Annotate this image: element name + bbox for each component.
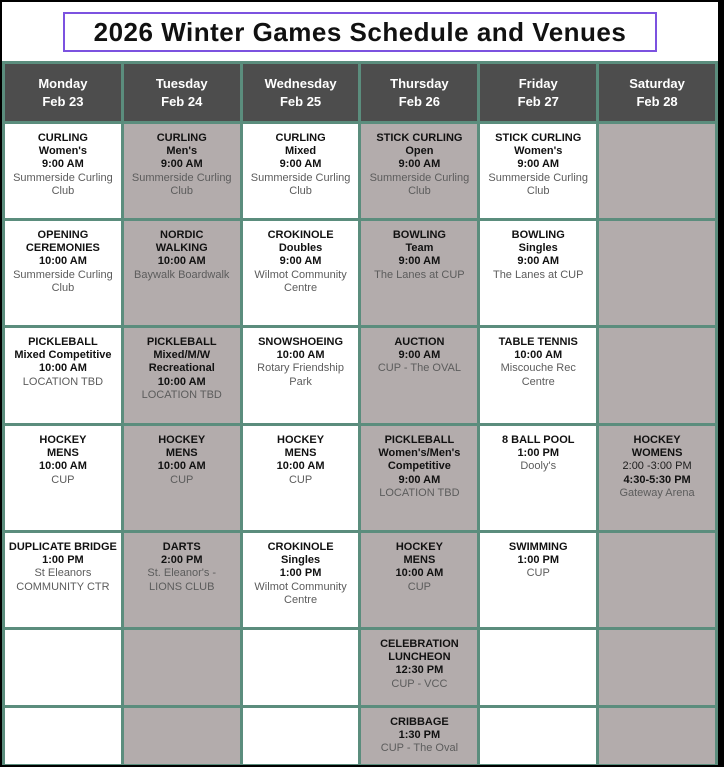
event-title-line: 9:00 AM [398,158,441,171]
event-title-line: 1:00 PM [517,554,560,567]
event-venue-line: Gateway Arena [619,486,695,499]
event-title-line: 4:30-5:30 PM [623,473,691,486]
empty-cell [598,123,717,220]
empty-cell [4,629,123,707]
event-title-line: Competitive [387,460,451,473]
page-title: 2026 Winter Games Schedule and Venues [93,16,627,47]
event-cell [241,532,360,629]
event-title-line: SWIMMING [508,541,568,553]
event-title-line: Women's [38,145,88,158]
empty-cell [598,327,717,425]
event-title-line: 10:00 AM [395,567,444,580]
event-venue-line: Summerside Curling Club [369,171,470,197]
column-day: Wednesday [264,75,337,91]
column-date: Feb 27 [517,93,559,109]
event-cell [241,425,360,532]
event-cell [4,327,123,425]
schedule-header-row [4,63,717,123]
event-title-line: PICKLEBALL [146,336,217,348]
event-title-line: HOCKEY [633,434,681,446]
event-title-line: Team [405,242,434,255]
event-cell [360,707,479,766]
event-title-line: 9:00 AM [517,255,560,268]
event-cell [479,123,598,220]
schedule-row [4,707,717,766]
schedule-row [4,532,717,629]
event-title-line: BOWLING [511,229,565,241]
empty-cell [479,629,598,707]
event-title-line: 10:00 AM [514,349,563,362]
column-header-tuesday [122,63,241,123]
event-title-line: Singles [281,554,321,567]
event-title-line: SNOWSHOEING [258,336,344,348]
event-venue-line: Rotary Friendship Park [257,362,344,388]
event-title-line: 9:00 AM [517,158,560,171]
event-venue-line: Miscouche Rec Centre [500,362,576,388]
event-title-line: CURLING [156,132,207,144]
event-title-line: DUPLICATE BRIDGE [8,541,117,553]
column-header-thursday [360,63,479,123]
event-title-line: HOCKEY [39,434,87,446]
column-day: Saturday [629,75,685,91]
event-venue-line: CUP [288,473,313,486]
event-title-line: TABLE TENNIS [498,336,578,348]
event-title-line: 10:00 AM [276,460,325,473]
title-box [63,12,657,52]
event-title-line: 9:00 AM [279,158,322,171]
empty-cell [598,629,717,707]
event-title-line: 9:00 AM [398,473,441,486]
event-cell [4,123,123,220]
event-title-line: CROKINOLE [267,229,334,241]
event-cell [360,327,479,425]
event-title-line: 9:00 AM [279,255,322,268]
event-venue-line: St Eleanors [34,567,92,580]
event-title-line: 10:00 AM [157,255,206,268]
event-venue-line: LOCATION TBD [22,375,104,388]
event-venue-line: Wilmot Community Centre [254,580,347,606]
event-venue-line: CUP [526,567,550,580]
event-venue-line: LIONS CLUB [149,580,215,593]
event-title-line: Recreational [148,362,215,375]
event-cell [598,425,717,532]
event-cell [241,123,360,220]
event-time-line: 2:00 -3:00 PM [622,460,692,473]
event-title-line: HOCKEY [277,434,325,446]
event-title-line: 9:00 AM [42,158,84,171]
event-title-line: 10:00 AM [157,375,206,388]
event-cell [122,220,241,327]
event-title-line: LUNCHEON [388,651,451,664]
column-date: Feb 26 [398,93,440,109]
event-venue-line: Summerside Curling Club [13,171,113,197]
empty-cell [241,707,360,766]
event-title-line: CROKINOLE [267,541,334,553]
event-title-line: Women's [514,145,563,158]
event-title-line: 2:00 PM [160,554,203,567]
column-header-friday [479,63,598,123]
event-title-line: Women's/Men's [378,447,461,460]
schedule-row [4,220,717,327]
event-title-line: BOWLING [392,229,446,241]
empty-cell [241,629,360,707]
event-cell [479,532,598,629]
event-title-line: 1:00 PM [279,567,322,580]
event-cell [479,220,598,327]
event-title-line: NORDIC [160,229,204,241]
event-title-line: WOMENS [631,447,683,460]
event-title-line: STICK CURLING [495,132,582,144]
event-cell [4,425,123,532]
event-cell [241,327,360,425]
event-title-line: 9:00 AM [398,255,441,268]
event-title-line: Mixed Competitive [14,349,112,362]
event-title-line: HOCKEY [158,434,206,446]
event-cell [122,532,241,629]
empty-cell [4,707,123,766]
event-venue-line: CUP [170,473,194,486]
event-venue-line: CUP [407,580,432,593]
event-cell [4,532,123,629]
event-title-line: STICK CURLING [376,132,463,144]
event-venue-line: Baywalk Boardwalk [134,268,230,281]
empty-cell [598,532,717,629]
event-venue-line: CUP - The OVAL [377,362,461,375]
empty-cell [598,707,717,766]
event-cell [479,327,598,425]
schedule-row [4,629,717,707]
schedule-row [4,425,717,532]
event-cell [360,629,479,707]
column-header-saturday [598,63,717,123]
event-title-line: 1:00 PM [517,447,560,460]
event-title-line: CRIBBAGE [390,716,449,728]
event-title-line: HOCKEY [395,541,443,553]
empty-cell [598,220,717,327]
event-cell [479,425,598,532]
event-title-line: 9:00 AM [160,158,203,171]
event-title-line: Doubles [278,242,323,255]
event-venue-line: Summerside Curling Club [131,171,232,197]
event-title-line: Singles [518,242,558,255]
event-title-line: CEREMONIES [25,242,100,255]
event-cell [122,327,241,425]
event-title-line: CELEBRATION [380,638,459,650]
event-cell [122,123,241,220]
event-title-line: 10:00 AM [38,362,87,375]
event-title-line: MENS [165,447,198,460]
column-date: Feb 28 [636,93,678,109]
event-venue-line: CUP - VCC [391,677,448,690]
event-title-line: CURLING [37,132,88,144]
column-header-monday [4,63,123,123]
event-venue-line: St. Eleanor's - [147,567,217,580]
event-title-line: 1:30 PM [398,729,441,742]
event-venue-line: CUP [51,473,75,486]
event-title-line: OPENING [37,229,89,241]
event-venue-line: The Lanes at CUP [492,268,584,281]
event-title-line: 8 BALL POOL [501,434,575,446]
event-title-line: 10:00 AM [38,255,87,268]
empty-cell [122,629,241,707]
event-title-line: 10:00 AM [276,349,325,362]
event-title-line: 12:30 PM [395,664,444,677]
event-title-line: 10:00 AM [38,460,87,473]
event-title-line: WALKING [155,242,208,255]
schedule-body [4,123,717,766]
event-venue-line: The Lanes at CUP [374,268,465,281]
event-cell [360,123,479,220]
event-venue-line: CUP - The Oval [380,742,459,755]
event-venue-line: LOCATION TBD [141,388,222,401]
column-day: Monday [38,75,88,91]
column-date: Feb 25 [279,93,322,109]
empty-cell [479,707,598,766]
event-title-line: 10:00 AM [157,460,206,473]
event-title-line: 1:00 PM [42,554,84,567]
event-venue-line: Wilmot Community Centre [254,268,347,294]
empty-cell [122,707,241,766]
event-venue-line: Summerside Curling Club [13,268,113,294]
event-title-line: 9:00 AM [398,349,441,362]
event-title-line: PICKLEBALL [28,336,98,348]
event-title-line: MENS [284,447,317,460]
event-title-line: Mixed/M/W [153,349,211,362]
event-cell [360,425,479,532]
event-venue-line: COMMUNITY CTR [16,580,110,593]
event-venue-line: LOCATION TBD [379,486,460,499]
event-title-line: CURLING [275,132,326,144]
event-venue-line: Dooly's [520,460,557,473]
event-cell [360,532,479,629]
column-day: Friday [518,75,558,91]
schedule-row [4,123,717,220]
event-title-line: PICKLEBALL [384,434,455,446]
schedule-row [4,327,717,425]
column-day: Thursday [390,75,449,91]
event-title-line: DARTS [162,541,201,553]
event-title-line: MENS [47,447,79,460]
event-cell [122,425,241,532]
column-header-wednesday [241,63,360,123]
column-date: Feb 24 [161,93,203,109]
column-date: Feb 23 [42,93,84,109]
event-title-line: Open [405,145,434,158]
schedule-table [2,61,718,767]
event-venue-line: Summerside Curling Club [250,171,351,197]
event-title-line: AUCTION [394,336,445,348]
event-cell [4,220,123,327]
event-cell [360,220,479,327]
event-title-line: Men's [166,145,198,158]
column-day: Tuesday [155,75,208,91]
event-venue-line: Summerside Curling Club [488,171,589,197]
event-title-line: Mixed [284,145,317,158]
event-title-line: MENS [403,554,436,567]
event-cell [241,220,360,327]
